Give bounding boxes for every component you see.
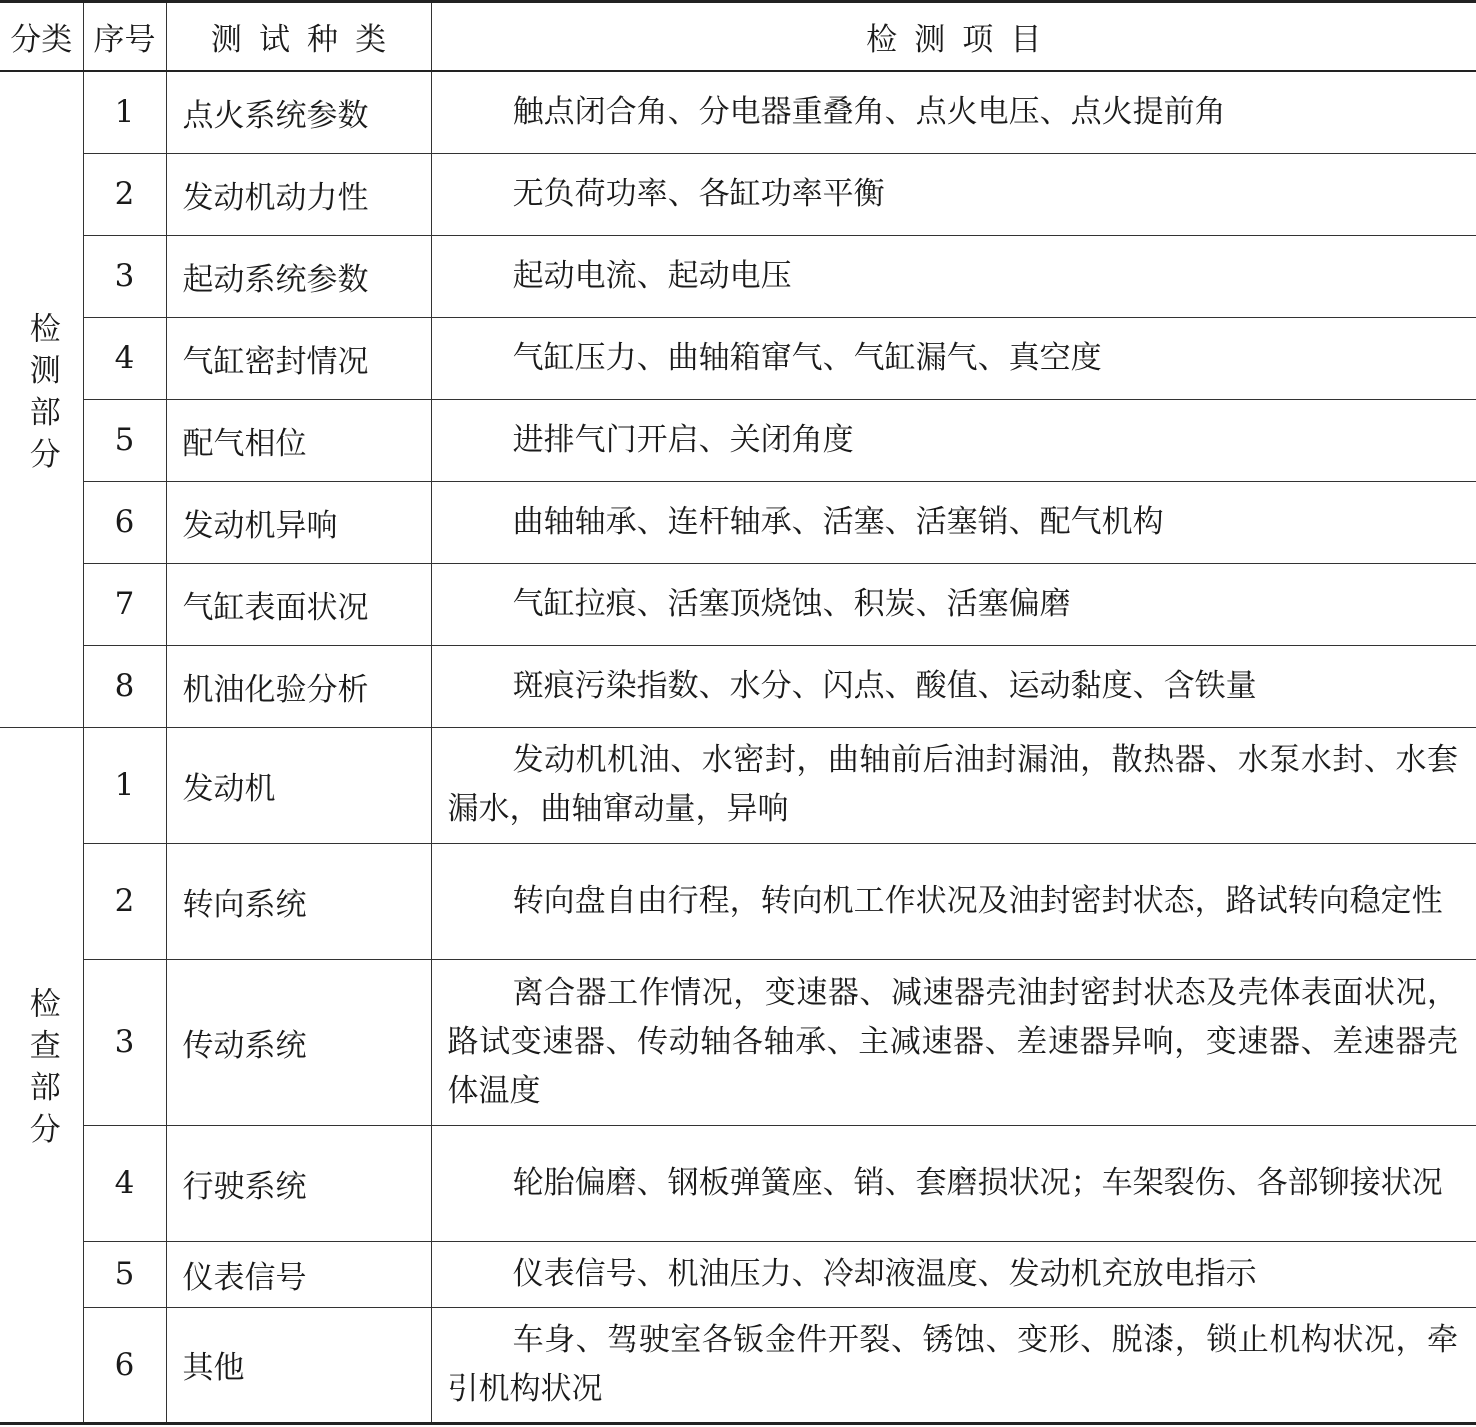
items-text: 起动电流、起动电压 [512,257,792,294]
test-type-cell: 点火系统参数 [166,71,431,153]
seq-cell: 4 [83,317,166,399]
items-text: 无负荷功率、各缸功率平衡 [512,175,885,212]
items-text: 轮胎偏磨、钢板弹簧座、销、套磨损状况；车架裂伤、各部铆接状况 [512,1164,1443,1201]
seq-cell: 2 [83,843,166,959]
seq-cell: 5 [83,399,166,481]
items-text: 转向盘自由行程，转向机工作状况及油封密封状态，路试转向稳定性 [512,882,1443,919]
table-row [0,71,1476,153]
table-row [0,481,1476,563]
items-cell [431,399,1476,481]
test-type-cell: 行驶系统 [166,1125,431,1241]
seq-cell: 1 [83,727,166,843]
table-row [0,1307,1476,1423]
items-cell [431,1307,1476,1423]
items-text: 气缸压力、曲轴箱窜气、气缸漏气、真空度 [512,339,1102,376]
table-row [0,563,1476,645]
items-text: 离合器工作情况，变速器、减速器壳油封密封状态及壳体表面状况，路试变速器、传动轴各轴承、主减速器、差速器异响，变速器、差速器壳体温度 [447,974,1458,1109]
items-text: 仪表信号、机油压力、冷却液温度、发动机充放电指示 [512,1255,1257,1292]
items-text: 车身、驾驶室各钣金件开裂、锈蚀、变形、脱漆，锁止机构状况，牵引机构状况 [447,1321,1458,1407]
items-cell [431,843,1476,959]
seq-cell: 1 [83,71,166,153]
items-cell [431,317,1476,399]
seq-cell: 3 [83,959,166,1125]
table-row [0,645,1476,727]
items-text: 进排气门开启、关闭角度 [512,421,854,458]
items-cell [431,481,1476,563]
header-row [0,2,1476,72]
items-text: 气缸拉痕、活塞顶烧蚀、积炭、活塞偏磨 [512,585,1071,622]
table-row [0,1125,1476,1241]
test-type-cell: 发动机动力性 [166,153,431,235]
items-cell [431,153,1476,235]
seq-cell: 8 [83,645,166,727]
test-type-cell: 转向系统 [166,843,431,959]
category-label: 检测部分 [23,311,60,480]
table-row [0,843,1476,959]
category-cell-inspection [0,727,83,1423]
items-cell [431,727,1476,843]
test-type-cell: 起动系统参数 [166,235,431,317]
test-type-cell: 仪表信号 [166,1241,431,1307]
table-row [0,1241,1476,1307]
seq-cell: 7 [83,563,166,645]
table-row [0,959,1476,1125]
items-cell [431,1241,1476,1307]
seq-cell: 3 [83,235,166,317]
items-text: 发动机机油、水密封，曲轴前后油封漏油，散热器、水泵水封、水套漏水，曲轴窜动量，异响 [447,742,1458,828]
seq-cell: 2 [83,153,166,235]
items-text: 斑痕污染指数、水分、闪点、酸值、运动黏度、含铁量 [512,667,1257,704]
header-category: 分类 [0,2,83,72]
items-cell [431,71,1476,153]
header-test-type: 测试种类 [166,2,431,72]
test-type-cell: 发动机 [166,727,431,843]
test-type-cell: 发动机异响 [166,481,431,563]
table-row [0,153,1476,235]
items-cell [431,1125,1476,1241]
test-type-cell: 传动系统 [166,959,431,1125]
items-cell [431,563,1476,645]
category-label: 检查部分 [23,987,60,1155]
seq-cell: 5 [83,1241,166,1307]
seq-cell: 6 [83,481,166,563]
items-cell [431,645,1476,727]
test-type-cell: 配气相位 [166,399,431,481]
table-row [0,399,1476,481]
seq-cell: 6 [83,1307,166,1423]
category-cell-detection [0,71,83,727]
test-type-cell: 气缸表面状况 [166,563,431,645]
items-text: 曲轴轴承、连杆轴承、活塞、活塞销、配气机构 [512,503,1164,540]
table-row [0,235,1476,317]
test-type-cell: 气缸密封情况 [166,317,431,399]
header-seq: 序号 [83,2,166,72]
test-type-cell: 机油化验分析 [166,645,431,727]
header-inspection-items: 检测项目 [431,2,1476,72]
table-row [0,727,1476,843]
test-type-cell: 其他 [166,1307,431,1423]
items-text: 触点闭合角、分电器重叠角、点火电压、点火提前角 [512,93,1226,130]
items-cell [431,235,1476,317]
table-row [0,317,1476,399]
seq-cell: 4 [83,1125,166,1241]
items-cell [431,959,1476,1125]
